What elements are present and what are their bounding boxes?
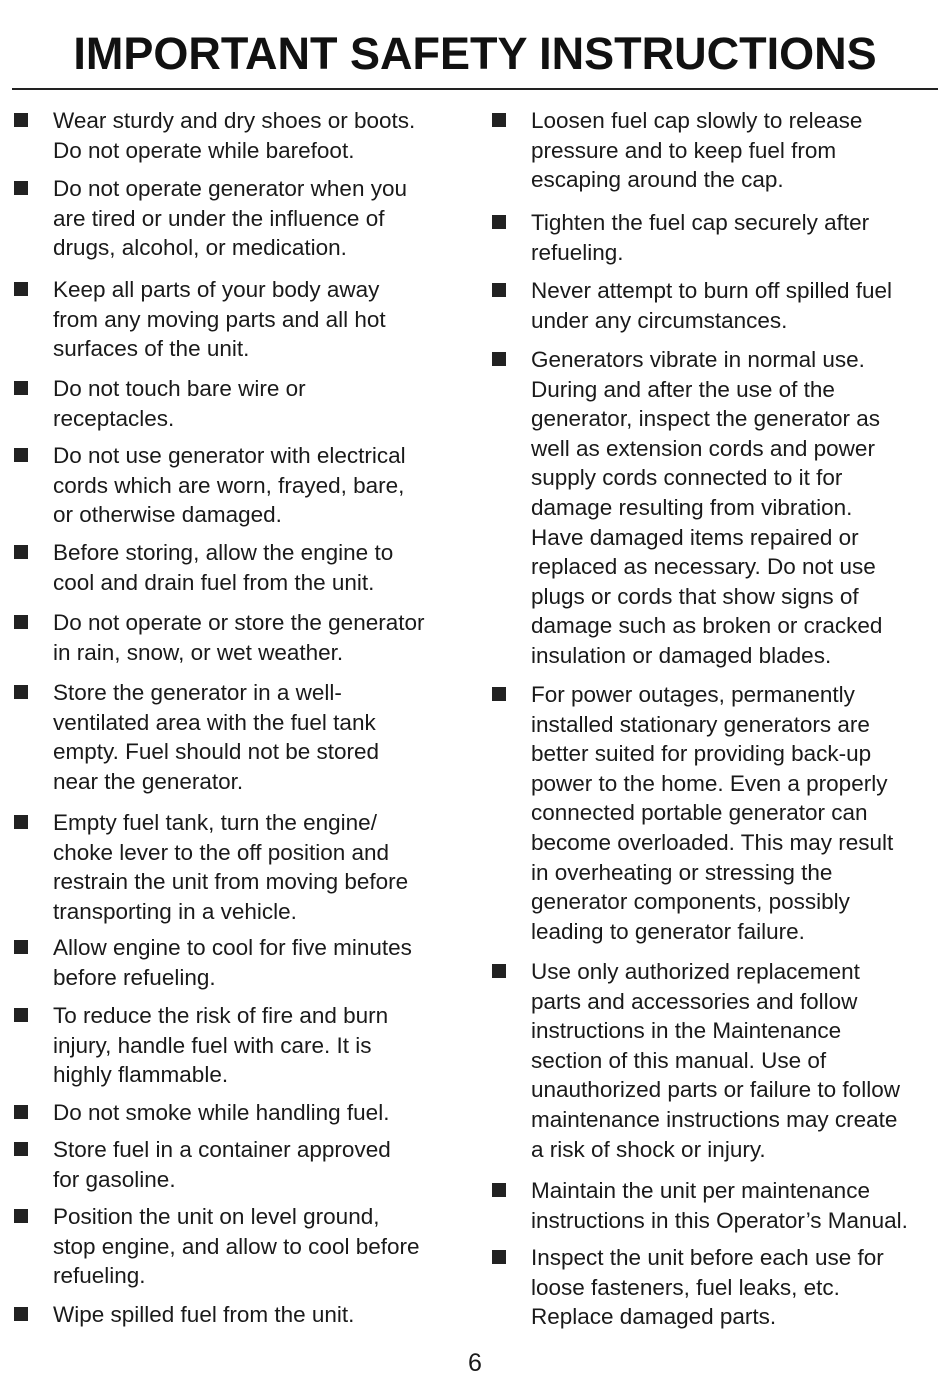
page-title: IMPORTANT SAFETY INSTRUCTIONS bbox=[73, 28, 877, 79]
square-bullet-icon bbox=[14, 282, 28, 296]
list-item-text: Generators vibrate in normal use. During and after the use of the generator, inspect the generator as well as extension cords and power supply cords connected to it for damage resulting from vibration. Have damaged items repaired or replaced as necessary. Do not use plugs or cords that show signs of damage such as broken or cracked insulation or damaged blades. bbox=[531, 347, 883, 668]
square-bullet-icon bbox=[492, 687, 506, 701]
square-bullet-icon bbox=[14, 1209, 28, 1223]
square-bullet-icon bbox=[14, 1307, 28, 1321]
square-bullet-icon bbox=[14, 1008, 28, 1022]
list-item-text: Keep all parts of your body away from any moving parts and all hot surfaces of the unit. bbox=[53, 277, 386, 362]
list-item-text: Loosen fuel cap slowly to release pressure and to keep fuel from escaping around the cap. bbox=[531, 108, 863, 193]
list-item-text: Inspect the unit before each use for loose fasteners, fuel leaks, etc. Replace damaged parts. bbox=[531, 1245, 884, 1330]
square-bullet-icon bbox=[492, 215, 506, 229]
square-bullet-icon bbox=[492, 113, 506, 127]
list-item-text: Do not use generator with electrical cords which are worn, frayed, bare, or otherwise damaged. bbox=[53, 443, 406, 528]
square-bullet-icon bbox=[14, 113, 28, 127]
list-item-text: Never attempt to burn off spilled fuel under any circumstances. bbox=[531, 278, 893, 333]
list-item-text: Empty fuel tank, turn the engine/ choke lever to the off position and restrain the unit from moving before transporting in a vehicle. bbox=[53, 810, 409, 924]
list-item-text: Position the unit on level ground, stop engine, and allow to cool before refueling. bbox=[53, 1204, 420, 1289]
square-bullet-icon bbox=[14, 615, 28, 629]
title-divider bbox=[12, 88, 938, 90]
list-item-text: Do not touch bare wire or receptacles. bbox=[53, 376, 306, 431]
page-number: 6 bbox=[468, 1349, 482, 1377]
list-item-text: To reduce the risk of fire and burn injury, handle fuel with care. It is highly flammable. bbox=[53, 1003, 389, 1088]
square-bullet-icon bbox=[492, 1183, 506, 1197]
list-item-text: Wipe spilled fuel from the unit. bbox=[53, 1302, 355, 1327]
list-item-text: Use only authorized replacement parts and accessories and follow instructions in the Maintenance section of this manual. Use of unauthorized parts or failure to follow maintenance instructions may create a risk of shock or injury. bbox=[531, 959, 900, 1162]
square-bullet-icon bbox=[14, 685, 28, 699]
list-item-text: For power outages, permanently installed stationary generators are better suited for providing back-up power to the home. Even a properly connected portable generator can become overloaded. This may result in overheating or stressing the generator components, possibly leading to generator failure. bbox=[531, 682, 894, 944]
square-bullet-icon bbox=[14, 1142, 28, 1156]
square-bullet-icon bbox=[14, 940, 28, 954]
square-bullet-icon bbox=[14, 815, 28, 829]
list-item-text: Allow engine to cool for five minutes before refueling. bbox=[53, 935, 412, 990]
list-item-text: Before storing, allow the engine to cool and drain fuel from the unit. bbox=[53, 540, 394, 595]
list-item-text: Do not smoke while handling fuel. bbox=[53, 1100, 390, 1125]
square-bullet-icon bbox=[492, 283, 506, 297]
list-item-text: Store fuel in a container approved for gasoline. bbox=[53, 1137, 391, 1192]
square-bullet-icon bbox=[492, 964, 506, 978]
list-item-text: Do not operate or store the generator in rain, snow, or wet weather. bbox=[53, 610, 425, 665]
square-bullet-icon bbox=[492, 1250, 506, 1264]
list-item-text: Do not operate generator when you are tired or under the influence of drugs, alcohol, or medication. bbox=[53, 176, 407, 261]
square-bullet-icon bbox=[14, 545, 28, 559]
square-bullet-icon bbox=[492, 352, 506, 366]
square-bullet-icon bbox=[14, 181, 28, 195]
square-bullet-icon bbox=[14, 381, 28, 395]
square-bullet-icon bbox=[14, 448, 28, 462]
list-item-text: Tighten the fuel cap securely after refueling. bbox=[531, 210, 870, 265]
list-item-text: Store the generator in a well- ventilated area with the fuel tank empty. Fuel should not be stored near the generator. bbox=[53, 680, 380, 794]
list-item-text: Maintain the unit per maintenance instructions in this Operator’s Manual. bbox=[531, 1178, 908, 1233]
list-item-text: Wear sturdy and dry shoes or boots. Do not operate while barefoot. bbox=[53, 108, 416, 163]
square-bullet-icon bbox=[14, 1105, 28, 1119]
